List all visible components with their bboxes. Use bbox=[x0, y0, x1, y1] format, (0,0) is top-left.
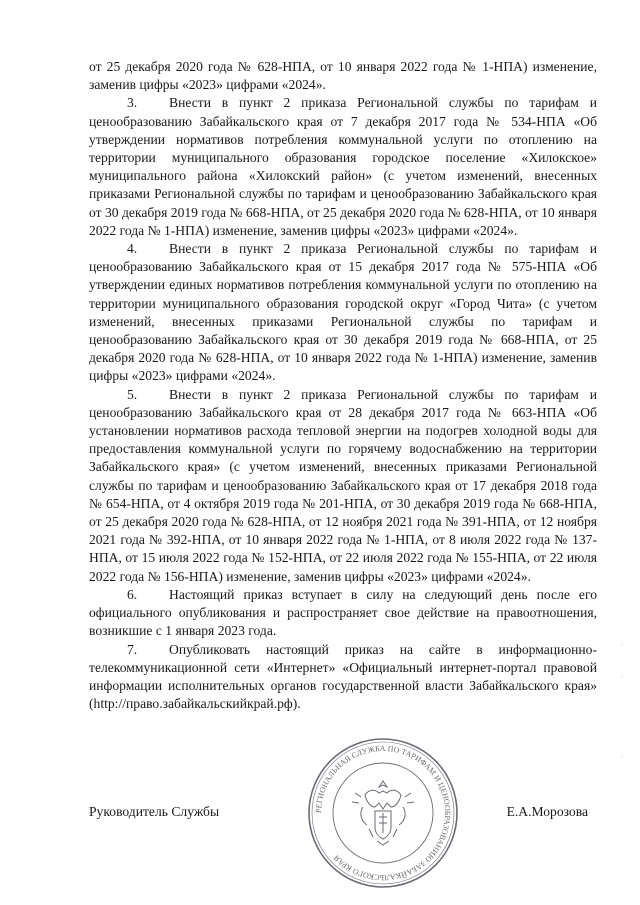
official-seal bbox=[303, 733, 463, 893]
item-text: Внести в пункт 2 приказа Региональной службы по тарифам и ценообразованию Забайкальского края от 28 декабря 2017 года № 663-НПА «Об установлении нормативов расхода тепловой энергии на подогрев холодной воды для предоставления коммунальной услуги по горячему водоснабжению на территории Забайкальского края» (с учетом изменений, внесенных приказами Региональной службы по тарифам и ценообразованию Забайкальского края от 17 декабря 2018 года № 654-НПА, от 4 октября 2019 года № 201-НПА, от 30 декабря 2019 года № 668-НПА, от 25 декабря 2020 года № 628-НПА, от 12 ноября 2021 года № 391-НПА, от 12 ноября 2021 года № 392-НПА, от 10 января 2022 года № 1-НПА, от 8 июля 2022 года № 137-НПА, от 15 июля 2022 года № 152-НПА, от 22 июля 2022 года № 155-НПА, от 22 июля 2022 года № 156-НПА) изменение, заменив цифры «2023» цифрами «2024». bbox=[89, 386, 597, 584]
item-number: 4. bbox=[127, 241, 138, 257]
coat-of-arms-icon bbox=[352, 781, 414, 845]
item-number: 6. bbox=[127, 586, 138, 602]
list-item bbox=[89, 386, 597, 586]
document-body bbox=[89, 58, 597, 713]
list-item bbox=[89, 586, 597, 641]
margin-mark: · bbox=[620, 672, 623, 682]
item-text: Настоящий приказ вступает в силу на следующий день после его официального опубликования и распространяет свое действие на правоотношения, возникшие с 1 января 2023 года. bbox=[89, 586, 597, 639]
item-number: 3. bbox=[127, 95, 138, 111]
signatory-name: Е.А.Морозова bbox=[506, 804, 588, 819]
seal-graphic bbox=[303, 733, 463, 893]
margin-mark: · bbox=[620, 640, 623, 650]
margin-mark: · bbox=[620, 752, 623, 762]
item-number: 7. bbox=[127, 641, 138, 657]
list-item bbox=[89, 94, 597, 240]
list-item bbox=[89, 240, 597, 386]
item-text: Внести в пункт 2 приказа Региональной службы по тарифам и ценообразованию Забайкальского края от 15 декабря 2017 года № 575-НПА «Об утверждении единых нормативов потребления коммунальной услуги по отоплению на территории муниципального образования городской округ «Город Чита» (с учетом изменений, внесенных приказами Региональной службы по тарифам и ценообразованию Забайкальского края от 30 декабря 2019 года № 668-НПА, от 25 декабря 2020 года № 628-НПА, от 10 января 2022 года № 1-НПА) изменение, заменив цифры «2023» цифрами «2024». bbox=[89, 241, 597, 384]
continued-paragraph: от 25 декабря 2020 года № 628-НПА, от 10 января 2022 года № 1-НПА) изменение, заменив цифры «2023» цифрами «2024». bbox=[89, 59, 597, 93]
signatory-position: Руководитель Службы bbox=[89, 804, 220, 819]
item-text: Опубликовать настоящий приказ на сайте в информационно-телекоммуникационной сети «Интернет» «Официальный интернет-портал правовой информации исполнительных органов государственной власти Забайкальского края» (http://право.забайкальскийкрай.рф). bbox=[89, 641, 597, 712]
item-text: Внести в пункт 2 приказа Региональной службы по тарифам и ценообразованию Забайкальского края от 7 декабря 2017 года № 534-НПА «Об утверждении нормативов потребления коммунальной услуги по отоплению на территории муниципального образования городское поселение «Хилокское» муниципального района «Хилокский район» (с учетом изменений, внесенных приказами Региональной службы по тарифам и ценообразованию Забайкальского края от 30 декабря 2019 года № 668-НПА, от 25 декабря 2020 года № 628-НПА, от 10 января 2022 года № 1-НПА) изменение, заменив цифры «2023» цифрами «2024». bbox=[89, 95, 597, 238]
list-item bbox=[89, 641, 597, 714]
seal-outer-text: РЕГИОНАЛЬНАЯ СЛУЖБА ПО ТАРИФАМ И ЦЕНООБРАЗОВАНИЮ ЗАБАЙКАЛЬСКОГО КРАЯ bbox=[313, 743, 453, 883]
item-number: 5. bbox=[127, 386, 138, 402]
